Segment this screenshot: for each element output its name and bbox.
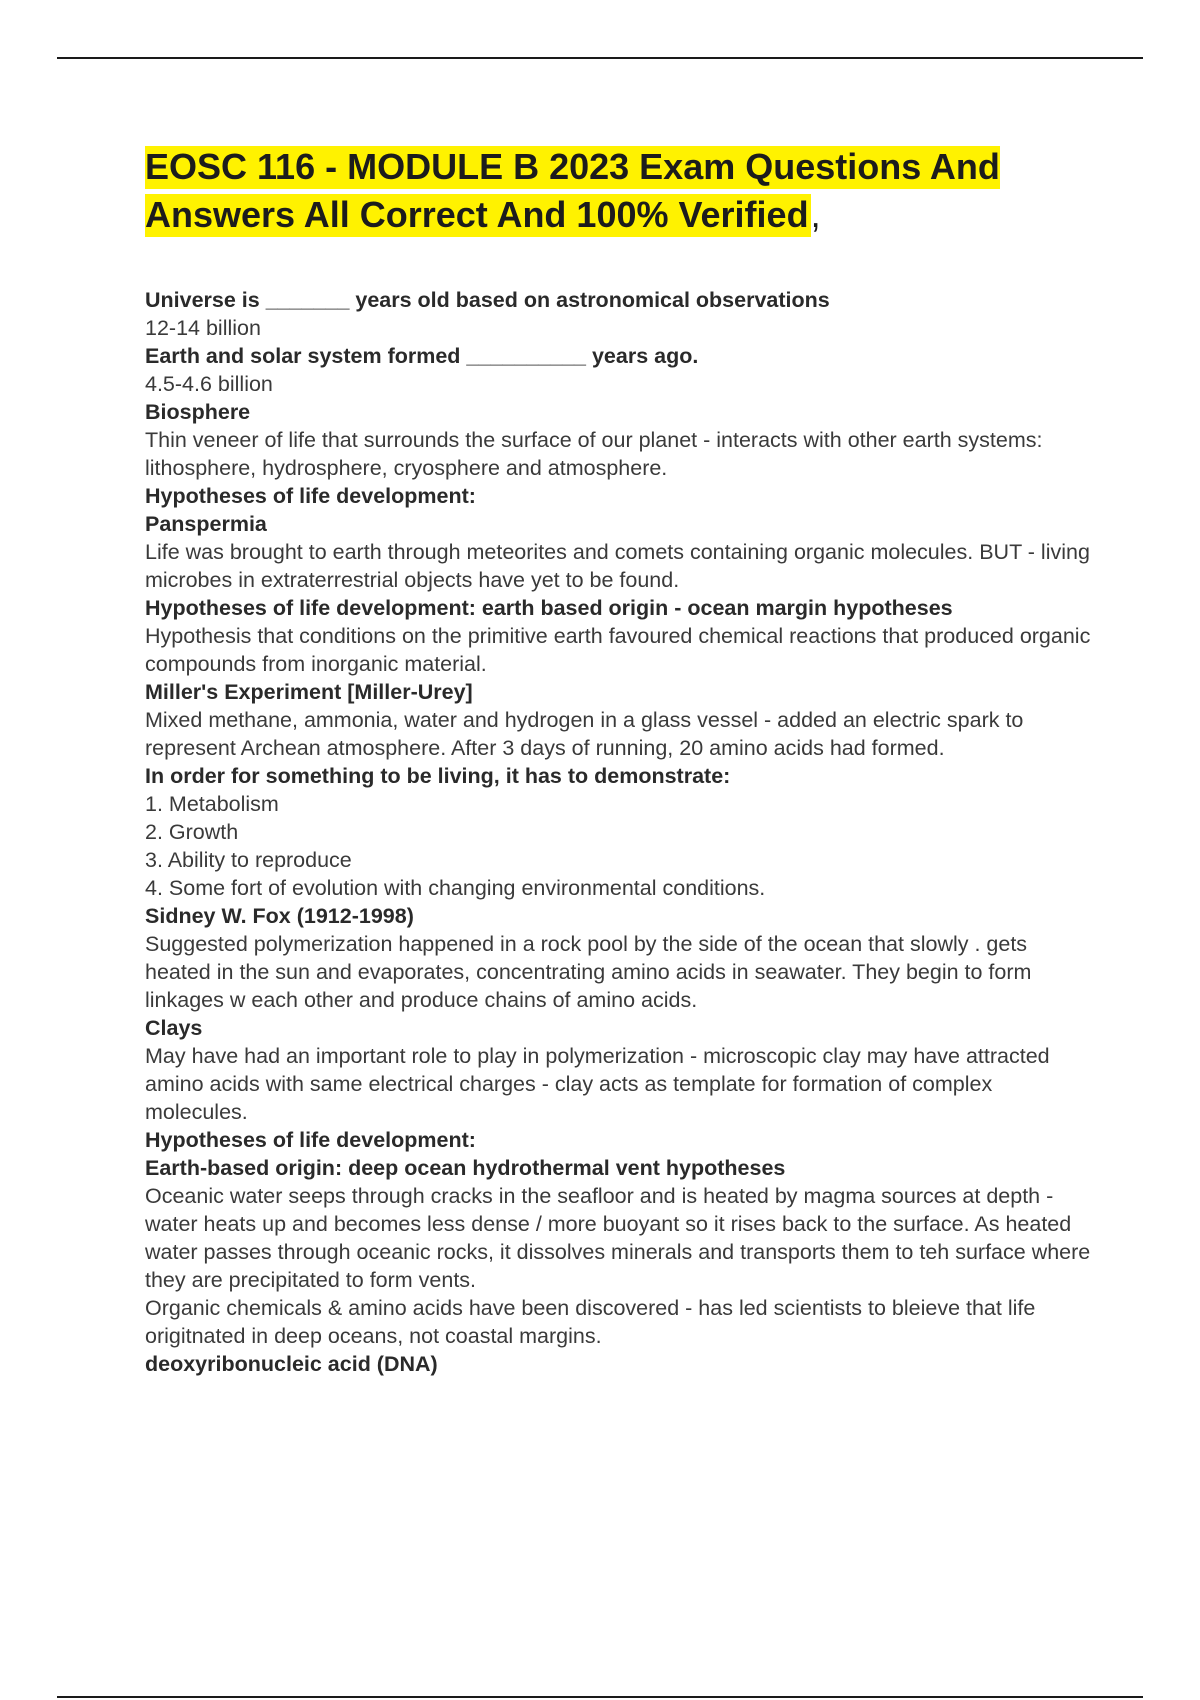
question-biosphere: Biosphere [145, 400, 251, 424]
answer-panspermia: Life was brought to earth through meteorites and comets containing organic molecules. BUT - living microbes in extraterrestrial objects have yet to be found. [145, 540, 1090, 592]
answer-hydrothermal-vent-2: Organic chemicals & amino acids have been discovered - has led scientists to bleieve that life origitnated in deep oceans, not coastal margins. [145, 1296, 1036, 1348]
answer-miller-experiment: Mixed methane, ammonia, water and hydrogen in a glass vessel - added an electric spark to represent Archean atmosphere. After 3 days of running, 20 amino acids had formed. [145, 708, 1024, 760]
question-ocean-margin: Hypotheses of life development: earth based origin - ocean margin hypotheses [145, 596, 953, 620]
title-trailing-comma: , [810, 194, 821, 235]
question-universe-age: Universe is _______ years old based on astronomical observations [145, 288, 830, 312]
answer-list-item-reproduce: 3. Ability to reproduce [145, 848, 352, 872]
answer-sidney-fox: Suggested polymerization happened in a rock pool by the side of the ocean that slowly . gets heated in the sun and evaporates, concentrating amino acids in seawater. They begin to form linkages w each other and produce chains of amino acids. [145, 932, 1032, 1012]
qa-content [145, 286, 1095, 1378]
answer-hydrothermal-vent: Oceanic water seeps through cracks in the seafloor and is heated by magma sources at depth - water heats up and becomes less dense / more buoyant so it rises back to the surface. As heated water passes through oceanic rocks, it dissolves minerals and transports them to teh surface where they are precipitated to form vents. [145, 1184, 1091, 1292]
answer-list-item-evolution: 4. Some fort of evolution with changing environmental conditions. [145, 876, 766, 900]
question-living-criteria: In order for something to be living, it has to demonstrate: [145, 764, 731, 788]
question-sidney-fox: Sidney W. Fox (1912-1998) [145, 904, 414, 928]
question-hypotheses-heading: Hypotheses of life development: [145, 484, 476, 508]
question-clays: Clays [145, 1016, 203, 1040]
question-miller-experiment: Miller's Experiment [Miller-Urey] [145, 680, 473, 704]
question-dna: deoxyribonucleic acid (DNA) [145, 1352, 438, 1376]
document-title [145, 143, 1045, 239]
top-rule [57, 57, 1143, 59]
title-highlight: EOSC 116 - MODULE B 2023 Exam Questions And Answers All Correct And 100% Verified [145, 146, 1000, 235]
answer-biosphere: Thin veneer of life that surrounds the surface of our planet - interacts with other earth systems: lithosphere, hydrosphere, cryosphere and atmosphere. [145, 428, 1043, 480]
answer-list-item-growth: 2. Growth [145, 820, 239, 844]
answer-list-item-metabolism: 1. Metabolism [145, 792, 279, 816]
answer-clays: May have had an important role to play in polymerization - microscopic clay may have attracted amino acids with same electrical charges - clay acts as template for formation of complex molecules. [145, 1044, 1050, 1124]
question-hydrothermal-vent: Earth-based origin: deep ocean hydrothermal vent hypotheses [145, 1156, 786, 1180]
bottom-rule [57, 1696, 1143, 1698]
answer-ocean-margin: Hypothesis that conditions on the primitive earth favoured chemical reactions that produced organic compounds from inorganic material. [145, 624, 1091, 676]
question-earth-formation: Earth and solar system formed __________ years ago. [145, 344, 699, 368]
question-hypotheses-heading-2: Hypotheses of life development: [145, 1128, 476, 1152]
question-panspermia: Panspermia [145, 512, 267, 536]
answer-earth-formation: 4.5-4.6 billion [145, 372, 273, 396]
answer-universe-age: 12-14 billion [145, 316, 261, 340]
